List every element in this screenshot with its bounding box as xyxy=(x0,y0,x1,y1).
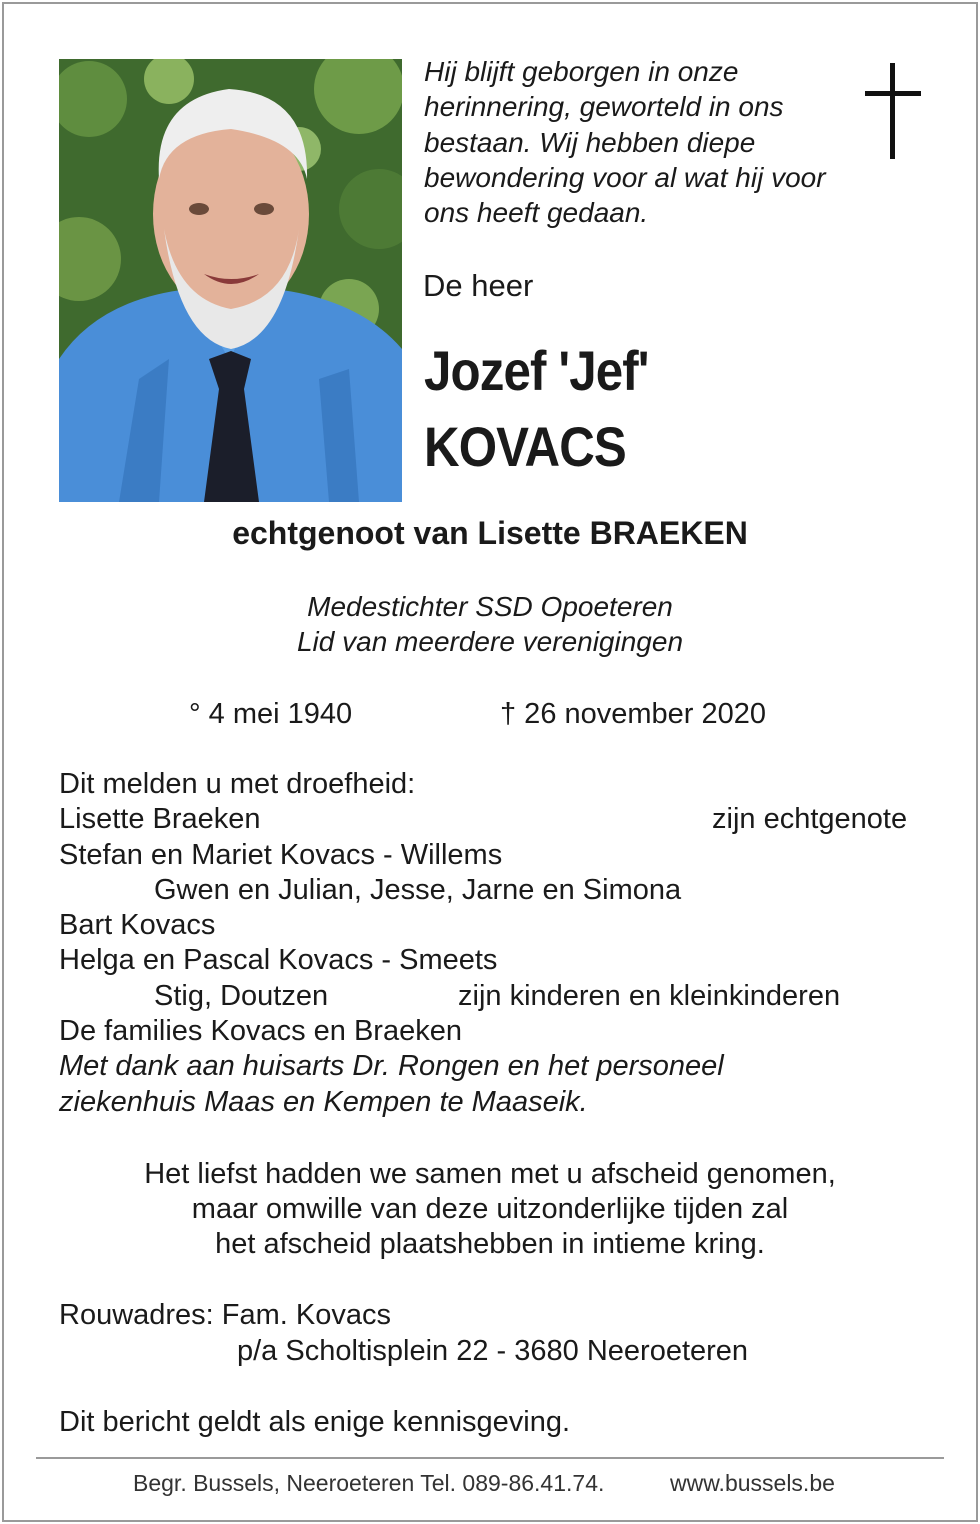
family-relation: zijn echtgenote xyxy=(712,803,908,835)
family-name: Lisette Braeken xyxy=(59,803,261,835)
death-date: † 26 november 2020 xyxy=(500,698,767,730)
footer-divider xyxy=(36,1457,944,1459)
cross-icon xyxy=(865,63,921,159)
family-name: Helga en Pascal Kovacs - Smeets xyxy=(59,944,498,976)
deceased-last-name: KOVACS xyxy=(424,415,626,478)
quote-line: ons heeft gedaan. xyxy=(424,197,649,229)
family-relation: zijn kinderen en kleinkinderen xyxy=(458,980,841,1012)
quote-line: bestaan. Wij hebben diepe xyxy=(424,126,756,158)
footer-website[interactable]: www.bussels.be xyxy=(670,1470,835,1496)
quote-line: bewondering voor al wat hij voor xyxy=(424,161,826,193)
role-line: Lid van meerdere verenigingen xyxy=(296,626,684,657)
thanks-line: ziekenhuis Maas en Kempen te Maaseik. xyxy=(59,1086,588,1118)
quote-line: Hij blijft geborgen in onze xyxy=(424,56,739,87)
farewell-line: maar omwille van deze uitzonderlijke tijden zal xyxy=(191,1193,789,1225)
quote-line: herinnering, geworteld in ons xyxy=(424,91,784,123)
notice-line: Dit bericht geldt als enige kennisgeving. xyxy=(59,1406,571,1438)
honorific-title: De heer xyxy=(423,268,534,303)
family-name: De families Kovacs en Braeken xyxy=(59,1015,462,1047)
thanks-line: Met dank aan huisarts Dr. Rongen en het personeel xyxy=(59,1050,724,1082)
farewell-line: Het liefst hadden we samen met u afscheid genomen, xyxy=(144,1158,836,1190)
birth-date: ° 4 mei 1940 xyxy=(189,698,353,730)
role-line: Medestichter SSD Opoeteren xyxy=(307,591,673,622)
family-name: Stefan en Mariet Kovacs - Willems xyxy=(59,839,503,871)
footer-contact: Begr. Bussels, Neeroeteren Tel. 089-86.41.74. xyxy=(133,1470,605,1496)
spouse-line: echtgenoot van Lisette BRAEKEN xyxy=(232,515,748,551)
deceased-first-name: Jozef 'Jef' xyxy=(424,339,649,402)
announcement-intro: Dit melden u met droefheid: xyxy=(59,768,416,800)
family-name: Gwen en Julian, Jesse, Jarne en Simona xyxy=(154,874,682,906)
farewell-line: het afscheid plaatshebben in intieme kring. xyxy=(215,1228,765,1260)
address-line: p/a Scholtisplein 22 - 3680 Neeroeteren xyxy=(237,1335,749,1367)
family-name: Bart Kovacs xyxy=(59,909,216,941)
portrait-photo xyxy=(59,59,402,502)
family-name: Stig, Doutzen xyxy=(154,980,329,1012)
address-line: Rouwadres: Fam. Kovacs xyxy=(59,1299,392,1331)
memorial-quote xyxy=(424,54,864,230)
